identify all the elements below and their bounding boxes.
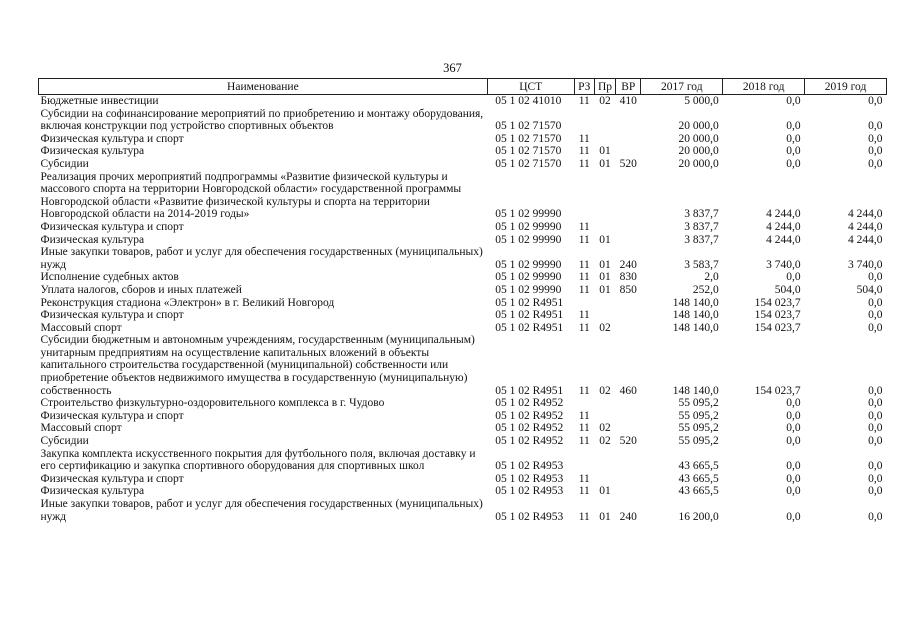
header-2019: 2019 год: [805, 79, 887, 95]
cell-rz: [574, 448, 594, 473]
cell-vr: 830: [619, 271, 637, 284]
table-row: [39, 498, 887, 523]
cell-cst: 05 1 02 R4952: [495, 422, 564, 435]
cell-2017: 5 000,0: [684, 95, 719, 107]
cell-2018: 0,0: [786, 145, 801, 158]
cell-2017: 2,0: [704, 271, 719, 284]
cell-vr: 240: [619, 258, 637, 271]
cell-2017: 55 095,2: [678, 397, 719, 410]
cell-cst: 05 1 02 99990: [495, 258, 562, 271]
table-row: [39, 448, 887, 473]
cell-rz: 11: [578, 510, 590, 523]
cell-rz: 11: [578, 472, 590, 485]
table-row: [39, 171, 887, 221]
cell-cst: 05 1 02 71570: [495, 145, 562, 158]
cell-2018: 0,0: [786, 485, 801, 498]
header-2017: 2017 год: [641, 79, 723, 95]
cell-name: Физическая культура и спорт: [40, 220, 184, 233]
cell-2019: 0,0: [868, 422, 883, 435]
cell-cst: 05 1 02 41010: [495, 95, 562, 107]
header-2018: 2018 год: [723, 79, 805, 95]
cell-pr: 02: [599, 95, 611, 107]
cell-2019: 4 244,0: [848, 208, 883, 221]
cell-cst: 05 1 02 99990: [495, 208, 562, 221]
cell-vr: 240: [619, 510, 637, 523]
table-row: [39, 435, 887, 448]
cell-name: Реконструкция стадиона «Электрон» в г. Великий Новгород: [40, 296, 335, 309]
cell-rz: [574, 397, 594, 410]
cell-2018: 154 023,7: [754, 309, 801, 322]
cell-pr: 01: [599, 271, 611, 284]
cell-2019: 504,0: [856, 283, 883, 296]
cell-pr: [594, 108, 615, 133]
cell-rz: 11: [578, 409, 590, 422]
cell-name: Физическая культура: [40, 233, 145, 246]
cell-pr: 01: [599, 145, 611, 158]
table-row: [39, 334, 887, 397]
cell-name: Субсидии: [40, 157, 89, 170]
table-row: [39, 297, 887, 310]
table-row: [39, 410, 887, 423]
cell-vr: 850: [619, 283, 637, 296]
table-row: [39, 485, 887, 498]
cell-cst: 05 1 02 R4952: [495, 435, 564, 448]
cell-name: Закупка комплекта искусственного покрытия для футбольного поля, включая доставку и его сертификацию и закупка спортивного оборудования для спортивных школ: [40, 447, 476, 473]
cell-2018: 0,0: [786, 422, 801, 435]
cell-2018: 504,0: [774, 283, 801, 296]
cell-2017: 148 140,0: [672, 321, 719, 334]
cell-2019: 0,0: [868, 95, 883, 107]
cell-2019: 0,0: [868, 472, 883, 485]
table-row: [39, 234, 887, 247]
cell-rz: 11: [578, 157, 590, 170]
cell-rz: 11: [578, 309, 590, 322]
cell-2019: 0,0: [868, 409, 883, 422]
cell-pr: [594, 448, 615, 473]
budget-table: [38, 78, 887, 523]
table-row: [39, 473, 887, 486]
cell-cst: 05 1 02 R4953: [495, 472, 564, 485]
cell-pr: 02: [599, 321, 611, 334]
cell-cst: 05 1 02 99990: [495, 233, 562, 246]
cell-rz: 11: [578, 485, 590, 498]
cell-2017: 20 000,0: [678, 145, 719, 158]
cell-2019: 0,0: [868, 145, 883, 158]
cell-rz: [574, 108, 594, 133]
cell-2017: 20 000,0: [678, 157, 719, 170]
cell-2018: 0,0: [786, 120, 801, 133]
cell-rz: [574, 297, 594, 310]
cell-name: Физическая культура и спорт: [40, 309, 184, 322]
cell-2018: 0,0: [786, 271, 801, 284]
cell-2018: 154 023,7: [754, 384, 801, 397]
cell-rz: 11: [578, 422, 590, 435]
cell-pr: [594, 297, 615, 310]
header-rz: РЗ: [574, 79, 594, 95]
cell-2017: 252,0: [692, 283, 719, 296]
table-row: [39, 422, 887, 435]
cell-rz: [574, 171, 594, 221]
cell-pr: [594, 397, 615, 410]
page-number: 367: [443, 61, 462, 75]
cell-vr: 520: [619, 157, 637, 170]
cell-2019: 4 244,0: [848, 233, 883, 246]
table-row: [39, 221, 887, 234]
cell-vr: [616, 234, 641, 247]
cell-2019: 0,0: [868, 157, 883, 170]
cell-name: Физическая культура и спорт: [40, 472, 184, 485]
cell-2019: 0,0: [868, 384, 883, 397]
cell-cst: 05 1 02 R4953: [495, 485, 564, 498]
cell-name: Физическая культура: [40, 145, 145, 158]
table-row: [39, 133, 887, 146]
cell-vr: [616, 133, 641, 146]
cell-2017: 3 583,7: [684, 258, 719, 271]
cell-2017: 148 140,0: [672, 309, 719, 322]
cell-cst: 05 1 02 71570: [495, 157, 562, 170]
cell-pr: 01: [599, 157, 611, 170]
cell-2019: 4 244,0: [848, 220, 883, 233]
cell-vr: 410: [619, 95, 637, 107]
cell-vr: [616, 309, 641, 322]
cell-pr: 01: [599, 283, 611, 296]
cell-vr: 520: [619, 435, 637, 448]
cell-vr: [616, 422, 641, 435]
cell-name: Субсидии: [40, 435, 89, 448]
cell-2017: 55 095,2: [678, 422, 719, 435]
cell-name: Массовый спорт: [40, 422, 122, 435]
cell-vr: [616, 297, 641, 310]
cell-rz: 11: [578, 95, 590, 107]
header-vr: ВР: [616, 79, 641, 95]
cell-2018: 0,0: [786, 157, 801, 170]
cell-2019: 0,0: [868, 435, 883, 448]
cell-2017: 43 665,5: [678, 485, 719, 498]
cell-vr: [616, 108, 641, 133]
table-row: [39, 397, 887, 410]
cell-rz: 11: [578, 321, 590, 334]
cell-name: Строительство физкультурно-оздоровительного комплекса в г. Чудово: [40, 397, 385, 410]
cell-2017: 3 837,7: [684, 233, 719, 246]
cell-2019: 0,0: [868, 397, 883, 410]
cell-2017: 43 665,5: [678, 472, 719, 485]
cell-2018: 0,0: [786, 435, 801, 448]
cell-2018: 3 740,0: [766, 258, 801, 271]
cell-cst: 05 1 02 R4951: [495, 321, 564, 334]
cell-rz: 11: [578, 435, 590, 448]
cell-cst: 05 1 02 71570: [495, 132, 562, 145]
cell-2017: 16 200,0: [678, 510, 719, 523]
table-row: [39, 95, 887, 108]
table-row: [39, 322, 887, 335]
cell-2019: 0,0: [868, 485, 883, 498]
cell-cst: 05 1 02 99990: [495, 283, 562, 296]
table-row: [39, 309, 887, 322]
cell-cst: 05 1 02 71570: [495, 120, 562, 133]
cell-vr: [616, 397, 641, 410]
header-cst: ЦСТ: [487, 79, 574, 95]
cell-2018: 0,0: [786, 132, 801, 145]
header-pr: Пр: [594, 79, 615, 95]
cell-rz: 11: [578, 220, 590, 233]
cell-cst: 05 1 02 R4951: [495, 384, 564, 397]
cell-pr: [594, 410, 615, 423]
cell-cst: 05 1 02 R4953: [495, 460, 564, 473]
cell-vr: [616, 171, 641, 221]
cell-2018: 0,0: [786, 397, 801, 410]
cell-2017: 3 837,7: [684, 208, 719, 221]
cell-2018: 0,0: [786, 409, 801, 422]
cell-2019: 0,0: [868, 510, 883, 523]
cell-2017: 43 665,5: [678, 460, 719, 473]
cell-2017: 55 095,2: [678, 435, 719, 448]
cell-2018: 4 244,0: [766, 233, 801, 246]
cell-rz: 11: [578, 258, 590, 271]
cell-2019: 0,0: [868, 321, 883, 334]
cell-pr: 01: [599, 510, 611, 523]
cell-vr: [616, 473, 641, 486]
cell-2017: 3 837,7: [684, 220, 719, 233]
cell-2019: 0,0: [868, 460, 883, 473]
cell-name: Исполнение судебных актов: [40, 271, 179, 284]
cell-name: Физическая культура и спорт: [40, 132, 184, 145]
table-row: [39, 271, 887, 284]
cell-name: Иные закупки товаров, работ и услуг для обеспечения государственных (муниципальных) нужд: [40, 246, 483, 271]
cell-cst: 05 1 02 R4951: [495, 309, 564, 322]
cell-2018: 0,0: [786, 95, 801, 107]
cell-rz: 11: [578, 271, 590, 284]
cell-cst: 05 1 02 99990: [495, 271, 562, 284]
cell-vr: [616, 145, 641, 158]
cell-name: Массовый спорт: [40, 321, 122, 334]
cell-name: Субсидии на софинансирование мероприятий по приобретению и монтажу оборудования, включая конструкции под устройство спортивных объектов: [40, 107, 484, 133]
cell-vr: [616, 410, 641, 423]
cell-rz: 11: [578, 145, 590, 158]
cell-pr: 02: [599, 422, 611, 435]
cell-pr: 02: [599, 384, 611, 397]
cell-name: Физическая культура и спорт: [40, 409, 184, 422]
cell-pr: 01: [599, 485, 611, 498]
table-row: [39, 108, 887, 133]
cell-rz: 11: [578, 132, 590, 145]
cell-2019: 0,0: [868, 296, 883, 309]
cell-name: Иные закупки товаров, работ и услуг для обеспечения государственных (муниципальных) нужд: [40, 498, 483, 523]
cell-2017: 55 095,2: [678, 409, 719, 422]
cell-2017: 148 140,0: [672, 296, 719, 309]
cell-vr: [616, 322, 641, 335]
cell-pr: [594, 171, 615, 221]
table-row: [39, 145, 887, 158]
cell-2018: 4 244,0: [766, 220, 801, 233]
cell-pr: 01: [599, 258, 611, 271]
cell-rz: 11: [578, 233, 590, 246]
cell-cst: 05 1 02 R4953: [495, 510, 564, 523]
cell-2017: 148 140,0: [672, 384, 719, 397]
cell-name: Физическая культура: [40, 485, 145, 498]
cell-2018: 154 023,7: [754, 321, 801, 334]
cell-pr: 01: [599, 233, 611, 246]
cell-pr: [594, 473, 615, 486]
cell-2017: 20 000,0: [678, 132, 719, 145]
cell-vr: [616, 221, 641, 234]
cell-2019: 0,0: [868, 132, 883, 145]
cell-vr: 460: [619, 384, 637, 397]
cell-cst: 05 1 02 99990: [495, 220, 562, 233]
header-name: Наименование: [39, 79, 488, 95]
cell-2017: 20 000,0: [678, 120, 719, 133]
header-row: [39, 79, 887, 95]
cell-2019: 3 740,0: [848, 258, 883, 271]
cell-name: Бюджетные инвестиции: [40, 95, 159, 107]
table-row: [39, 246, 887, 271]
cell-2018: 0,0: [786, 510, 801, 523]
cell-vr: [616, 448, 641, 473]
cell-vr: [616, 485, 641, 498]
cell-name: Уплата налогов, сборов и иных платежей: [40, 283, 242, 296]
cell-2019: 0,0: [868, 271, 883, 284]
cell-cst: 05 1 02 R4952: [495, 409, 564, 422]
cell-pr: [594, 309, 615, 322]
cell-pr: 02: [599, 435, 611, 448]
cell-cst: 05 1 02 R4951: [495, 296, 564, 309]
cell-pr: [594, 221, 615, 234]
cell-2018: 0,0: [786, 472, 801, 485]
cell-2018: 154 023,7: [754, 296, 801, 309]
cell-rz: 11: [578, 384, 590, 397]
cell-rz: 11: [578, 283, 590, 296]
table-row: [39, 158, 887, 171]
cell-2019: 0,0: [868, 309, 883, 322]
cell-name: Реализация прочих мероприятий подпрограммы «Развитие физической культуры и массового спорта на территории Новгородской области» государственной программы Новгородской области «Развитие физической культуры и спорта на территории Новгородской области на 2014-2019 годы»: [40, 170, 462, 221]
cell-2019: 0,0: [868, 120, 883, 133]
cell-2018: 4 244,0: [766, 208, 801, 221]
cell-2018: 0,0: [786, 460, 801, 473]
table-row: [39, 284, 887, 297]
table-body: [39, 95, 887, 524]
cell-name: Субсидии бюджетным и автономным учреждениям, государственным (муниципальным) унитарным предприятиям на осуществление капитальных вложений в объекты капитального строительства государственной (муниципальной) собственности или приобретение объектов недвижимого имущества в государственную (муниципальную) собственность: [40, 334, 475, 397]
cell-pr: [594, 133, 615, 146]
cell-cst: 05 1 02 R4952: [495, 397, 564, 410]
